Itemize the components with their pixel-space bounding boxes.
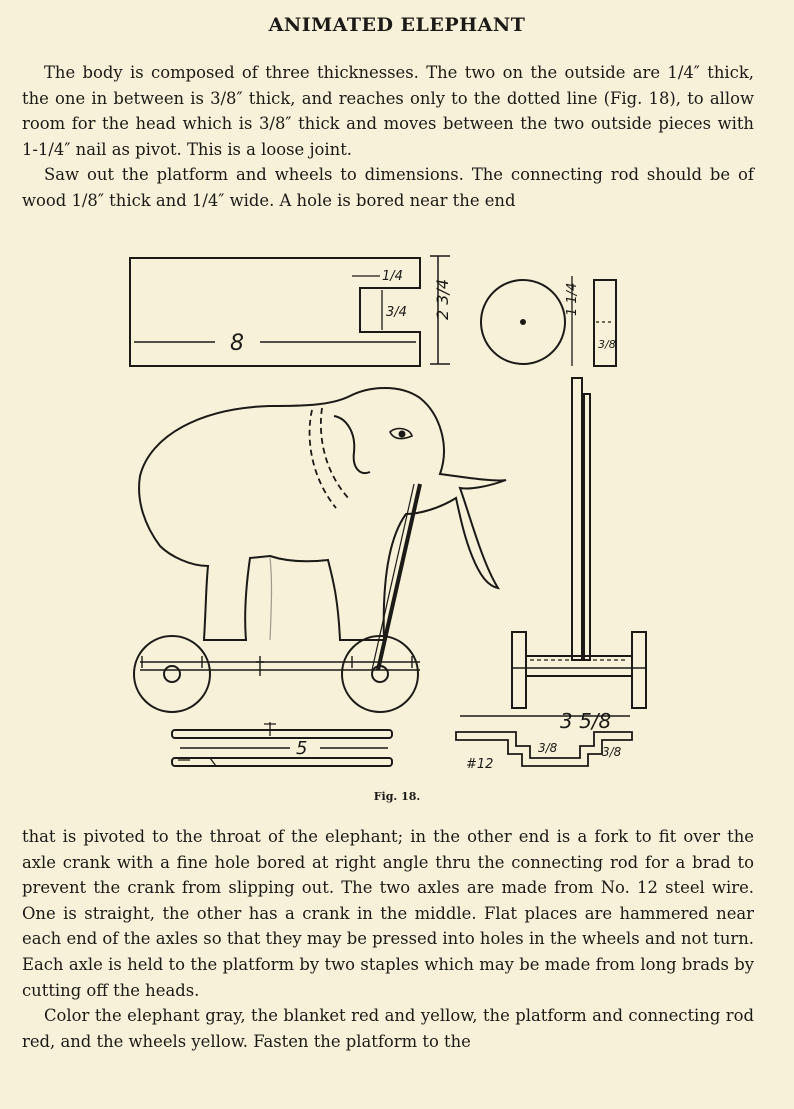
paragraph-4: Color the elephant gray, the blanket red and yellow, the platform and connecting rod red, and the wheels yellow. Fasten the platform to the [22,1006,754,1051]
page-title: ANIMATED ELEPHANT [268,14,526,36]
platform-plan [130,256,452,366]
crank-axle-detail [456,709,632,772]
body-text [22,824,754,1054]
intro-text [22,60,754,214]
dim-crank-drop: 3/8 [602,745,622,759]
wheel-views [481,276,616,366]
dim-wheel-diameter: 1 1/4 [565,282,580,316]
dim-crank-offset: 3/8 [538,741,558,755]
figure-caption: Fig. 18. [373,790,421,803]
dim-wire-gauge: #12 [466,757,494,772]
dim-notch-width: 1/4 [382,269,403,284]
dim-notch-depth: 3/4 [386,305,407,320]
elephant-plan-svg [120,246,660,786]
dim-wheel-thickness: 3/8 [598,338,616,351]
paragraph-1: The body is composed of three thicknesses. The two on the outside are 1/4″ thick, the one in between is 3/8″ thick, and reaches only to the dotted line (Fig. 18), to allow room for the head which is 3/8″ thick and moves between the two outside pieces with 1-1/4″ nail as pivot. This is a loose joint. [22,63,754,159]
dim-crank-length: 3 5/8 [560,709,612,733]
elephant-side-view [139,388,506,670]
paragraph-3: that is pivoted to the throat of the elephant; in the other end is a fork to fit over the axle crank with a fine hole bored at right angle thru the connecting rod for a brad to prevent the crank from slipping out. The two axles are made from No. 12 steel wire. One is straight, the other has a crank in the middle. Flat places are hammered near each end of the axles so that they may be pressed into holes in the wheels and not turn. Each axle is held to the platform by two staples which may be made from long brads by cutting off the heads. [22,827,754,1000]
dim-platform-height: 2 3/4 [433,278,452,320]
dim-platform-length: 8 [230,331,244,356]
connecting-rod-detail [172,722,392,766]
paragraph-2: Saw out the platform and wheels to dimensions. The connecting rod should be of wood 1/8″ thick and 1/4″ wide. A hole is bored near the end [22,165,754,210]
figure-18-drawing [120,246,660,786]
front-view [512,378,646,708]
dim-rod-length: 5 [296,738,308,759]
